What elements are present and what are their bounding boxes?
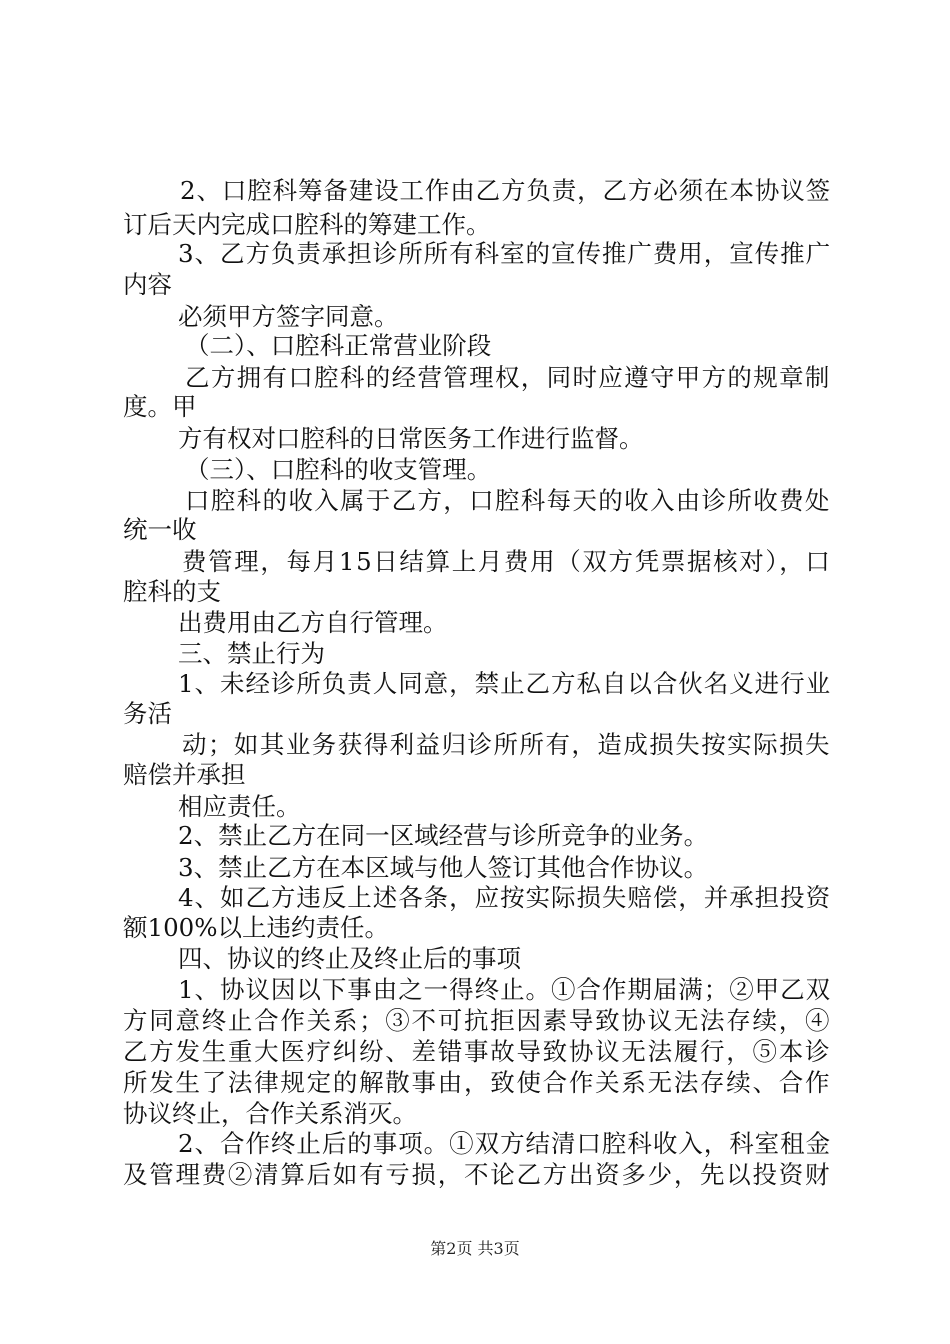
- text-line: 1、未经诊所负责人同意，禁止乙方私自以合伙名义进行业: [178, 669, 832, 698]
- text-line: 方同意终止合作关系；③不可抗拒因素导致协议无法存续，④: [123, 1006, 832, 1035]
- text-line: 出费用由乙方自行管理。: [178, 608, 448, 637]
- text-line: 额100%以上违约责任。: [123, 913, 390, 942]
- text-line: 4、如乙方违反上述各条，应按实际损失赔偿，并承担投资: [178, 883, 832, 912]
- text-line: 统一收: [123, 515, 197, 544]
- text-line: 3、禁止乙方在本区域与他人签订其他合作协议。: [178, 853, 709, 882]
- text-line: 务活: [123, 699, 172, 728]
- text-line: 及管理费②清算后如有亏损，不论乙方出资多少，先以投资财: [123, 1160, 832, 1189]
- section-heading: 四、协议的终止及终止后的事项: [178, 944, 521, 973]
- text-line: 动；如其业务获得利益归诊所所有，造成损失按实际损失: [182, 730, 831, 759]
- text-line: 2、口腔科筹备建设工作由乙方负责，乙方必须在本协议签: [180, 176, 831, 205]
- text-line: 必须甲方签字同意。: [178, 302, 399, 331]
- text-line: 2、禁止乙方在同一区域经营与诊所竞争的业务。: [178, 821, 709, 850]
- text-line: 乙方拥有口腔科的经营管理权，同时应遵守甲方的规章制: [185, 363, 831, 392]
- text-line: 协议终止，合作关系消灭。: [123, 1099, 417, 1128]
- text-line: 相应责任。: [178, 792, 301, 821]
- text-line: 度。甲: [123, 392, 197, 421]
- page-number: 第2页 共3页: [430, 1239, 520, 1258]
- section-heading: 三、禁止行为: [178, 639, 325, 668]
- text-line: 内容: [123, 270, 172, 299]
- text-line: 2、合作终止后的事项。①双方结清口腔科收入，科室租金: [178, 1129, 832, 1158]
- text-line: 赔偿并承担: [123, 760, 246, 789]
- text-line: 订后天内完成口腔科的筹建工作。: [123, 210, 491, 239]
- section-heading: （二）、口腔科正常营业阶段: [185, 331, 492, 360]
- text-line: 口腔科的收入属于乙方，口腔科每天的收入由诊所收费处: [185, 486, 831, 515]
- text-line: 乙方发生重大医疗纠纷、差错事故导致协议无法履行，⑤本诊: [123, 1037, 832, 1066]
- text-line: 费管理，每月15日结算上月费用（双方凭票据核对），口: [182, 547, 832, 576]
- text-line: 腔科的支: [123, 577, 221, 606]
- text-line: 3、乙方负责承担诊所所有科室的宣传推广费用，宣传推广: [178, 239, 832, 268]
- text-line: 1、协议因以下事由之一得终止。①合作期届满；②甲乙双: [178, 975, 832, 1004]
- text-line: 所发生了法律规定的解散事由，致使合作关系无法存续、合作: [123, 1068, 832, 1097]
- text-line: 方有权对口腔科的日常医务工作进行监督。: [178, 424, 644, 453]
- section-heading: （三）、口腔科的收支管理。: [185, 455, 492, 484]
